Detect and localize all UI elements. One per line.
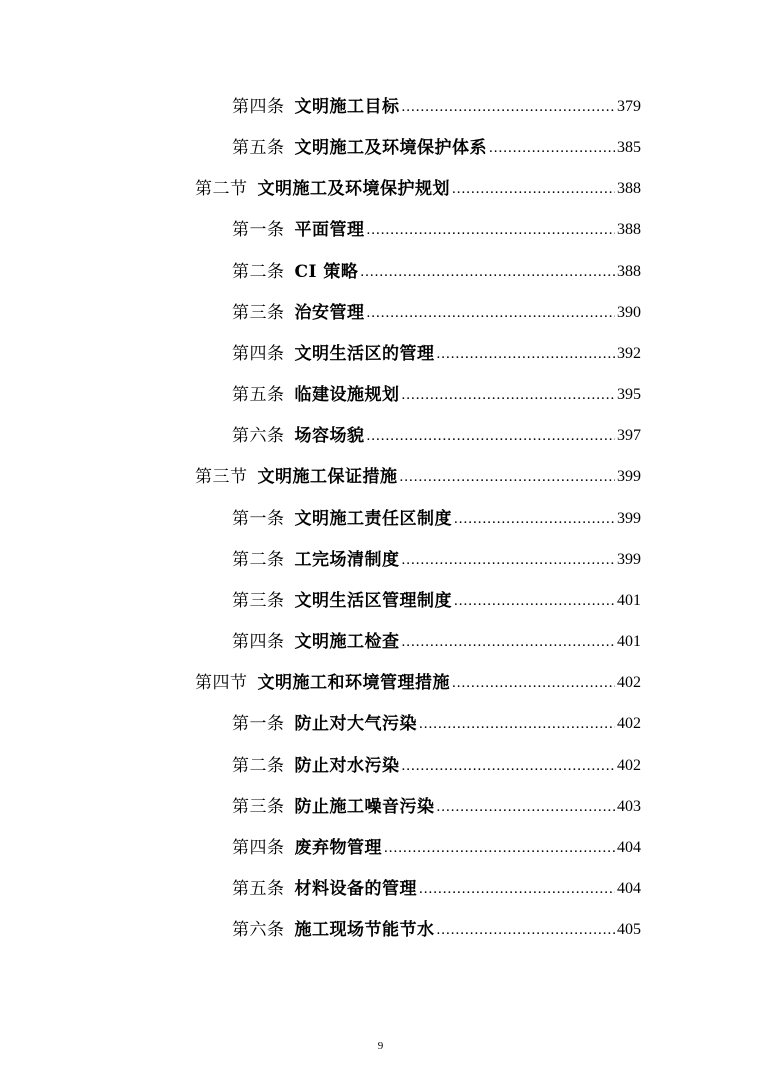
toc-entry-label: 第一条 [232, 509, 285, 529]
toc-section-label: 第三节 [195, 467, 248, 487]
toc-section-page: 388 [617, 180, 641, 197]
toc-entry-title: 治安管理 [294, 303, 365, 323]
toc-entry [232, 335, 641, 365]
toc-entry-title: 文明施工及环境保护体系 [294, 138, 487, 158]
toc-entry [232, 294, 641, 324]
toc-entry [232, 541, 641, 571]
toc-dot-leader [419, 880, 615, 898]
toc-entry-title: 材料设备的管理 [294, 879, 417, 899]
toc-entry-page: 399 [617, 551, 641, 568]
toc-entry-label: 第六条 [232, 920, 285, 940]
toc-entry-page: 388 [617, 263, 641, 280]
toc-entry-label: 第三条 [232, 591, 285, 611]
toc-dot-leader [402, 551, 616, 569]
toc-dot-leader [402, 757, 616, 775]
toc-entry-label: 第五条 [232, 138, 285, 158]
toc-entry-label: 第二条 [232, 262, 285, 282]
toc-dot-leader [360, 263, 615, 281]
toc-entry-label: 第二条 [232, 756, 285, 776]
toc-section-label: 第二节 [195, 179, 248, 199]
toc-entry-label: 第三条 [232, 303, 285, 323]
toc-entry-page: 397 [617, 427, 641, 444]
toc-entry [232, 747, 641, 777]
toc-entry-page: 388 [617, 221, 641, 238]
toc-dot-leader [454, 592, 615, 610]
toc-entry-label: 第五条 [232, 879, 285, 899]
toc-entry-page: 401 [617, 592, 641, 609]
toc-entry-title: 文明生活区的管理 [294, 344, 435, 364]
toc-entry [232, 500, 641, 530]
page-number: 9 [377, 1040, 384, 1052]
toc-entry-page: 402 [617, 757, 641, 774]
toc-entry [232, 623, 641, 653]
toc-dot-leader [402, 386, 616, 404]
toc-section-page: 402 [617, 674, 641, 691]
toc-entry-title: 平面管理 [294, 220, 365, 240]
toc-entry-page: 404 [617, 880, 641, 897]
toc-dot-leader [402, 633, 616, 651]
toc-entry-page: 390 [617, 304, 641, 321]
toc-dot-leader [452, 180, 615, 198]
toc-entry-label: 第五条 [232, 385, 285, 405]
toc-dot-leader [367, 304, 616, 322]
toc-entry-page: 402 [617, 715, 641, 732]
toc-entry-title: 废弃物管理 [294, 838, 382, 858]
toc-entry [232, 88, 641, 118]
toc-entry [232, 211, 641, 241]
toc-entry-title: CI 策略 [294, 262, 359, 282]
toc-section-page: 399 [617, 468, 641, 485]
toc-entry [232, 376, 641, 406]
toc-entry-label: 第四条 [232, 632, 285, 652]
toc-section [195, 664, 641, 694]
toc-entry-title: 防止对大气污染 [294, 714, 417, 734]
toc-entry-label: 第四条 [232, 838, 285, 858]
toc-entry-title: 工完场清制度 [294, 550, 400, 570]
toc-entry [232, 829, 641, 859]
toc-dot-leader [489, 139, 615, 157]
toc-entry-title: 文明施工检查 [294, 632, 400, 652]
toc-dot-leader [452, 674, 615, 692]
toc-entry-title: 施工现场节能节水 [294, 920, 435, 940]
toc-entry-page: 392 [617, 345, 641, 362]
toc-entry [232, 417, 641, 447]
toc-dot-leader [402, 98, 616, 116]
toc-entry-page: 385 [617, 139, 641, 156]
toc-entry [232, 705, 641, 735]
toc-entry [232, 788, 641, 818]
toc-entry-page: 395 [617, 386, 641, 403]
toc-dot-leader [437, 345, 616, 363]
toc-dot-leader [367, 427, 616, 445]
toc-entry-page: 401 [617, 633, 641, 650]
toc-entry-title: 文明施工责任区制度 [294, 509, 452, 529]
toc-dot-leader [454, 510, 615, 528]
toc-section-label: 第四节 [195, 673, 248, 693]
toc-section-title: 文明施工及环境保护规划 [257, 179, 450, 199]
toc-entry-page: 399 [617, 510, 641, 527]
toc-section-title: 文明施工保证措施 [257, 467, 398, 487]
toc-dot-leader [400, 468, 616, 486]
toc-entry-label: 第四条 [232, 344, 285, 364]
toc-entry [232, 129, 641, 159]
toc-entry [232, 582, 641, 612]
toc-section [195, 170, 641, 200]
toc-entry-title: 场容场貌 [294, 426, 365, 446]
toc-entry-label: 第二条 [232, 550, 285, 570]
toc-entry-title: 文明施工目标 [294, 97, 400, 117]
toc-entry-label: 第一条 [232, 714, 285, 734]
toc-entry-page: 404 [617, 839, 641, 856]
toc-dot-leader [384, 839, 615, 857]
toc-entry-label: 第一条 [232, 220, 285, 240]
toc-dot-leader [419, 715, 615, 733]
toc-entry-title: 临建设施规划 [294, 385, 400, 405]
toc-entry-title: 防止对水污染 [294, 756, 400, 776]
toc-entry-page: 405 [617, 921, 641, 938]
toc-dot-leader [367, 221, 616, 239]
toc-section-title: 文明施工和环境管理措施 [257, 673, 450, 693]
toc-entry [232, 253, 641, 283]
toc-entry-title: 防止施工噪音污染 [294, 797, 435, 817]
toc-entry-label: 第四条 [232, 97, 285, 117]
toc-dot-leader [437, 798, 616, 816]
toc-entry-page: 403 [617, 798, 641, 815]
toc-dot-leader [437, 921, 616, 939]
toc-entry-label: 第三条 [232, 797, 285, 817]
toc-entry [232, 870, 641, 900]
toc-entry-page: 379 [617, 98, 641, 115]
toc-entry-title: 文明生活区管理制度 [294, 591, 452, 611]
toc-section [195, 458, 641, 488]
toc-entry [232, 911, 641, 941]
toc-entry-label: 第六条 [232, 426, 285, 446]
